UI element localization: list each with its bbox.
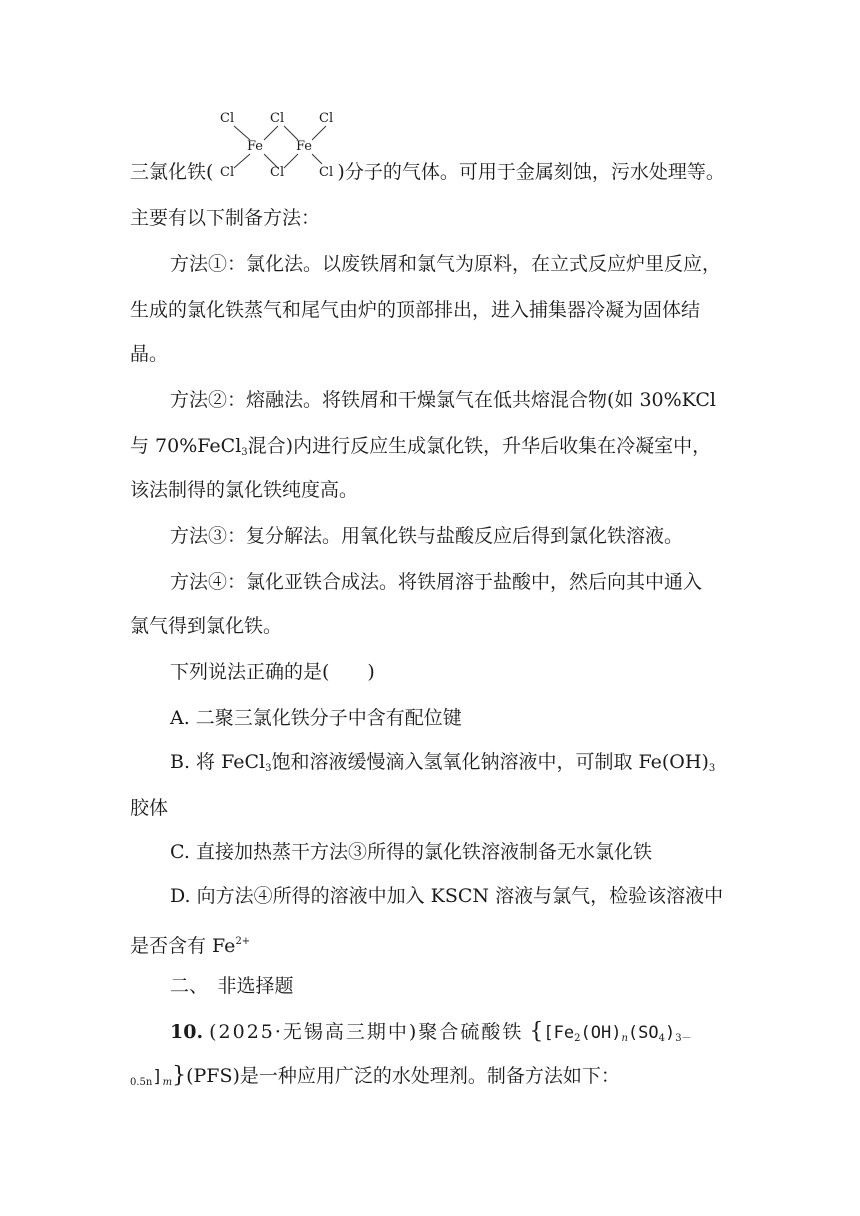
option-c: C. 直接加热蒸干方法③所得的氯化铁溶液制备无水氯化铁	[170, 841, 652, 863]
atom-cl-top-left: Cl	[220, 111, 235, 126]
atom-cl-bottom-right: Cl	[319, 165, 334, 180]
subscript: 3	[708, 763, 716, 774]
option-b-line-2: 胶体	[130, 797, 169, 819]
brace-open: {	[529, 1019, 544, 1044]
atom-cl-bottom-middle: Cl	[270, 165, 285, 180]
method3-line: 方法③：复分解法。用氧化铁与盐酸反应后得到氯化铁溶液。	[170, 525, 684, 547]
question-10-text: (PFS)是一种应用广泛的水处理剂。制备方法如下：	[186, 1065, 620, 1087]
method1-line-2: 生成的氯化铁蒸气和尾气由炉的顶部排出，进入捕集器冷凝为固体结	[130, 299, 701, 321]
question-source: (2025·无锡高三期中)聚合硫酸铁	[209, 1021, 524, 1043]
method1-line-3: 晶。	[130, 343, 169, 365]
question-number: 10.	[170, 1021, 204, 1043]
formula-part: (SO	[627, 1023, 659, 1043]
atom-cl-bottom-left: Cl	[220, 165, 235, 180]
atom-cl-top-right: Cl	[319, 111, 334, 126]
method2-line-2	[130, 434, 711, 465]
atom-fe-left: Fe	[247, 139, 264, 154]
method2-line-1: 方法②：熔融法。将铁屑和干燥氯气在低共熔混合物(如 30%KCl	[170, 389, 716, 411]
subscript: 4	[658, 1033, 665, 1044]
subscript: 2	[574, 1033, 581, 1044]
option-b-line-1	[170, 750, 715, 781]
atom-fe-right: Fe	[296, 139, 313, 154]
atom-cl-top-middle: Cl	[270, 111, 285, 126]
method2-line-3: 该法制得的氯化铁纯度高。	[130, 479, 359, 501]
subscript: 3	[265, 763, 272, 774]
method2-text-pre: 与 70%FeCl	[130, 435, 242, 457]
formula-part: )	[664, 1023, 676, 1043]
option-d-line-2	[130, 930, 250, 958]
formula-part: (OH)	[580, 1023, 622, 1043]
subscript: 0.5n	[130, 1077, 153, 1088]
option-b-text-mid: 饱和溶液缓慢滴入氢氧化钠溶液中，可制取 Fe(OH)	[271, 751, 709, 773]
intro-line-1	[130, 160, 725, 184]
superscript: 2+	[235, 936, 251, 947]
intro-text-pre: 三氯化铁(	[130, 161, 214, 183]
question-10-line-1	[170, 1020, 692, 1051]
section-heading: 二、 非选择题	[170, 975, 294, 997]
subscript: n	[621, 1033, 628, 1044]
subscript: 3	[241, 447, 248, 458]
method2-text-post: 混合)内进行反应生成氯化铁，升华后收集在冷凝室中，	[247, 435, 712, 457]
formula-part: [Fe	[543, 1023, 575, 1043]
brace-close: }	[172, 1063, 187, 1088]
question-stem: 下列说法正确的是( )	[170, 661, 375, 683]
method4-line-1: 方法④：氯化亚铁合成法。将铁屑溶于盐酸中，然后向其中通入	[170, 571, 703, 593]
subscript: m	[162, 1077, 173, 1088]
question-10-line-2	[130, 1064, 620, 1095]
intro-line-2: 主要有以下制备方法：	[130, 207, 321, 229]
formula-part: ]	[152, 1067, 163, 1087]
intro-text-post: )分子的气体。可用于金属刻蚀，污水处理等。	[337, 161, 725, 183]
subscript: 3－	[675, 1033, 692, 1044]
option-a: A. 二聚三氯化铁分子中含有配位键	[170, 707, 462, 729]
method1-line-1: 方法①：氯化法。以废铁屑和氯气为原料，在立式反应炉里反应，	[170, 253, 722, 275]
option-d-line-1: D. 向方法④所得的溶液中加入 KSCN 溶液与氯气，检验该溶液中	[170, 885, 724, 907]
option-b-text-pre: B. 将 FeCl	[170, 751, 266, 773]
method4-line-2: 氯气得到氯化铁。	[130, 615, 283, 637]
option-d-text-pre: 是否含有 Fe	[130, 935, 236, 957]
